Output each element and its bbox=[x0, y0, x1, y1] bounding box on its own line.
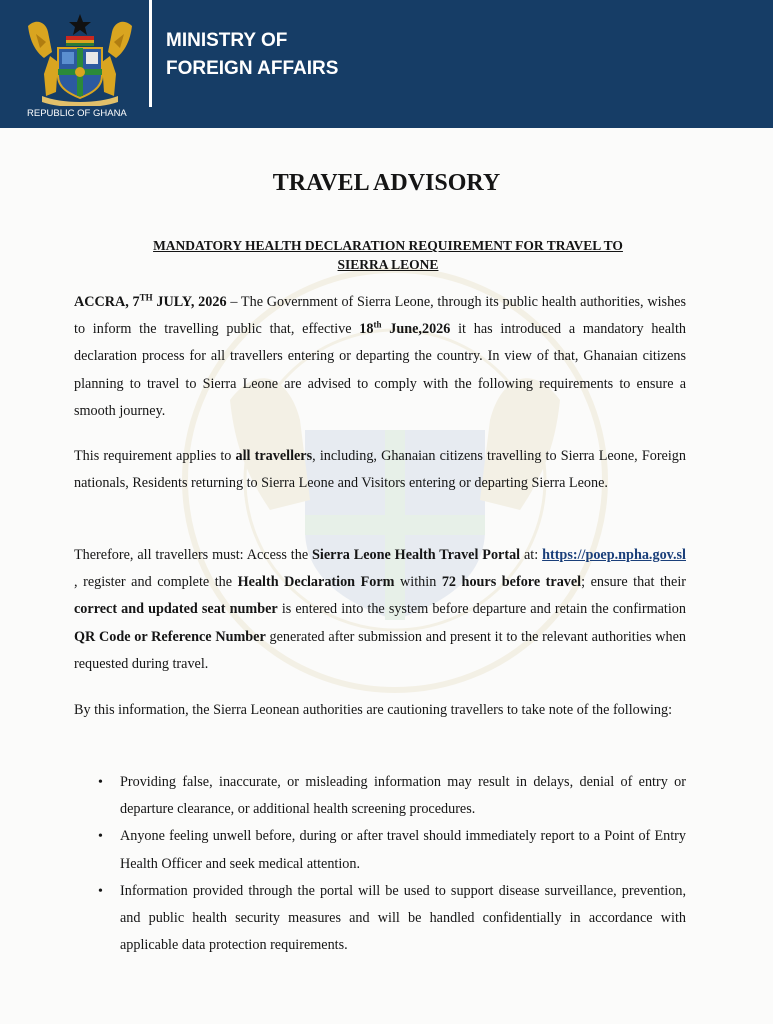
req-text-7: generated after submission and present it to the relevant authorities when requested during travel. bbox=[74, 628, 686, 672]
list-item bbox=[74, 878, 686, 960]
effective-month-year: June,2026 bbox=[381, 321, 451, 338]
bullet-icon: • bbox=[98, 775, 103, 790]
ministry-line-1: MINISTRY OF bbox=[166, 30, 288, 51]
republic-label: REPUBLIC OF GHANA bbox=[27, 108, 127, 119]
portal-link[interactable]: https://poep.npha.gov.sl bbox=[542, 547, 686, 563]
list-item-text: Anyone feeling unwell before, during or after travel should immediately report to a Point of Entry Health Officer and seek medical attention. bbox=[120, 828, 686, 872]
dateline-month-year: JULY, 2026 bbox=[152, 294, 227, 310]
subtitle-line-2: SIERRA LEONE bbox=[337, 257, 439, 272]
bullet-icon: • bbox=[98, 883, 103, 899]
ministry-line-2: FOREIGN AFFAIRS bbox=[166, 58, 339, 79]
req-text-2: at: bbox=[520, 547, 543, 563]
bullet-icon: • bbox=[98, 829, 103, 845]
letterhead-banner bbox=[0, 0, 773, 128]
list-item bbox=[74, 769, 686, 823]
scope-text-a: This requirement applies to bbox=[74, 448, 236, 464]
req-text-1: Therefore, all travellers must: Access the bbox=[74, 547, 313, 563]
intro-paragraph bbox=[74, 289, 686, 425]
caution-paragraph: By this information, the Sierra Leonean authorities are cautioning travellers to take note of the following: bbox=[74, 702, 673, 718]
req-text-6: is entered into the system before departure and retain the confirmation bbox=[277, 601, 686, 618]
scope-bold: all travellers bbox=[235, 448, 313, 464]
effective-date bbox=[359, 321, 450, 337]
header-divider bbox=[149, 0, 152, 107]
scope-paragraph bbox=[74, 443, 686, 497]
effective-day: 18 bbox=[359, 321, 374, 338]
dateline-suffix: TH bbox=[139, 292, 153, 303]
intro-text-a: – The Government of Sierra Leone, through its public health authorities, wishes to inform the travelling public that, effective bbox=[74, 294, 686, 338]
caution-list bbox=[74, 769, 686, 959]
req-text-4: within bbox=[394, 574, 442, 591]
effective-suffix: th bbox=[373, 319, 382, 330]
list-item-text: Providing false, inaccurate, or misleading information may result in delays, denial of entry or departure clearance, or additional health screening procedures. bbox=[120, 774, 686, 818]
form-name: Health Declaration Form bbox=[237, 574, 395, 591]
coat-of-arms-icon bbox=[22, 12, 138, 106]
document-title: TRAVEL ADVISORY bbox=[272, 170, 501, 196]
seat-number-note: correct and updated seat number bbox=[74, 601, 278, 618]
subtitle-line-1: MANDATORY HEALTH DECLARATION REQUIREMENT FOR TRAVEL TO bbox=[153, 238, 623, 253]
requirements-paragraph bbox=[74, 542, 686, 678]
list-item bbox=[74, 823, 686, 877]
qr-reference-note: QR Code or Reference Number bbox=[74, 628, 266, 645]
deadline: 72 hours before travel bbox=[441, 574, 582, 591]
portal-name: Sierra Leone Health Travel Portal bbox=[312, 547, 521, 563]
scope-text-b: , including, Ghanaian citizens travelling to Sierra Leone, Foreign nationals, Residents returning to Sierra Leone and Visitors entering or departing Sierra Leone. bbox=[74, 448, 686, 492]
ministry-name bbox=[166, 27, 338, 83]
document-subtitle bbox=[60, 236, 716, 274]
list-item-text: Information provided through the portal will be used to support disease surveillance, prevention, and public health security measures and will be handled confidentially in accordance with applicable data protection requirements. bbox=[120, 882, 686, 954]
req-text-3: , register and complete the bbox=[74, 574, 238, 591]
intro-text-b: it has introduced a mandatory health declaration process for all travellers entering or departing the country. In view of that, Ghanaian citizens planning to travel to Sierra Leone are advised to comply with the following requirements to ensure a smooth journey. bbox=[74, 321, 686, 419]
dateline-day: ACCRA, 7 bbox=[74, 294, 140, 310]
dateline bbox=[74, 294, 227, 310]
req-text-5: ; ensure that their bbox=[581, 574, 686, 591]
